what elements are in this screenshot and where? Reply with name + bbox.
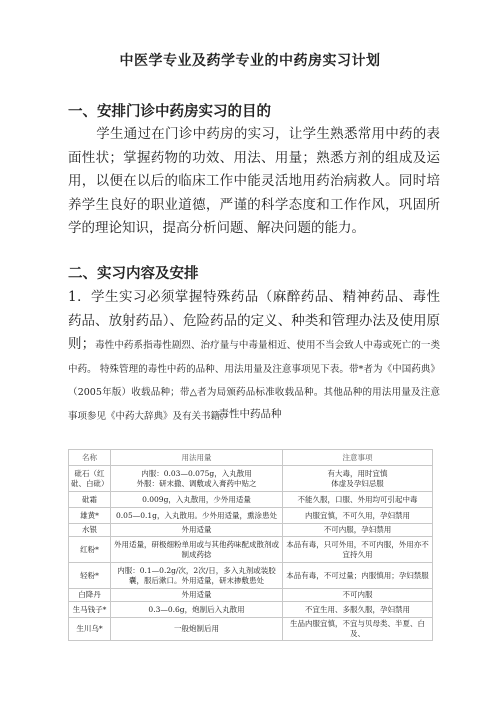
table-row [69, 524, 433, 537]
cell-notes: 不宜生用、多服久服，孕妇禁用 [283, 602, 433, 618]
cell-name: 生马钱子* [69, 602, 111, 618]
cell-name: 砒石（红砒、白砒） [69, 466, 111, 492]
cell-name: 砒霜 [69, 492, 111, 508]
table-row [69, 589, 433, 602]
header-notes: 注意事项 [283, 450, 433, 466]
header-usage: 用法用量 [111, 450, 283, 466]
page-title: 中医学专业及药学专业的中药房实习计划 [119, 53, 381, 69]
cell-usage: 0.009g，入丸散用，少外用适量 [111, 492, 283, 508]
cell-name: 生川乌* [69, 618, 111, 641]
cell-notes: 有大毒，用时宜慎 体虚及孕妇忌服 [283, 466, 433, 492]
cell-usage: 0.05—0.1g，入丸散用。少外用适量，熏涂患处 [111, 508, 283, 524]
cell-usage: 外用适量 [111, 524, 283, 537]
cell-usage: 外用适量，研极细粉单用或与其他药味配成散剂或制成药捻 [111, 537, 283, 563]
item1-small-text: 毒性中药系指毒性剧烈、治疗量与中毒量相近、使用不当会致人中毒或死亡的一类中药。 特殊管理的毒性中药的品种、用法用量及注意事项见下表。带*者为《中国药典》（2005年版）收载品种；带△者为局颁药品标准收载品种。其他品种的用法用量及注意事项参见《中药大辞典》及有关书籍。 [68, 340, 440, 422]
cell-usage: 0.3—0.6g，炮制后入丸散用 [111, 602, 283, 618]
table-row [69, 602, 433, 618]
cell-usage: 内服：0.1—0.2g/次，2次/日，多入丸剂或装胶囊，服后漱口。外用适量，研末掺敷患处 [111, 563, 283, 589]
table-row [69, 618, 433, 641]
cell-name: 水银 [69, 524, 111, 537]
cell-usage: 一般炮制后用 [111, 618, 283, 641]
cell-name: 雄黄* [69, 508, 111, 524]
cell-usage: 外用适量 [111, 589, 283, 602]
table-row [69, 563, 433, 589]
cell-notes: 生品内服宜慎，不宜与贝母类、半夏、白及、 [283, 618, 433, 641]
table-row [69, 508, 433, 524]
table-row [69, 537, 433, 563]
section1-body [68, 123, 440, 241]
cell-name: 轻粉* [69, 563, 111, 589]
cell-notes: 本品有毒，不可过量；内服慎用；孕妇禁服 [283, 563, 433, 589]
section1-text: 学生通过在门诊中药房的实习，让学生熟悉常用中药的表面性状；掌握药物的功效、用法、用量；熟悉方剂的组成及运用，以便在以后的临床工作中能灵活地用药治病救人。同时培养学生良好的职业道德，严谨的科学态度和工作作风，巩固所学的理论知识，提高分析问题、解决问题的能力。 [68, 126, 440, 236]
header-name: 名称 [69, 450, 111, 466]
cell-notes: 本品有毒，只可外用，不可内服，外用亦不宜持久用 [283, 537, 433, 563]
table-row [69, 466, 433, 492]
cell-notes: 不能久服，口服、外用均可引起中毒 [283, 492, 433, 508]
table-caption: 毒性中药品种 [218, 408, 282, 420]
table-row [69, 492, 433, 508]
table-header-row [69, 450, 433, 466]
cell-notes: 不可内服 [283, 589, 433, 602]
cell-notes: 不可内服，孕妇禁用 [283, 524, 433, 537]
section2-heading: 二、实习内容及安排 [68, 265, 199, 282]
toxic-herbs-table [68, 449, 433, 641]
cell-name: 白降丹 [69, 589, 111, 602]
section1-heading: 一、安排门诊中药房实习的目的 [68, 103, 271, 120]
cell-name: 红粉* [69, 537, 111, 563]
cell-usage: 内服：0.03—0.075g，入丸散用 外服：研末撒、调敷或入膏药中贴之 [111, 466, 283, 492]
item1-main-text: 1．学生实习必须掌握特殊药品（麻醉药品、精神药品、毒性药品、放射药品）、危险药品的定义、种类和管理办法及使用原则； [68, 289, 440, 352]
cell-notes: 内服宜慎，不可久用，孕妇禁用 [283, 508, 433, 524]
